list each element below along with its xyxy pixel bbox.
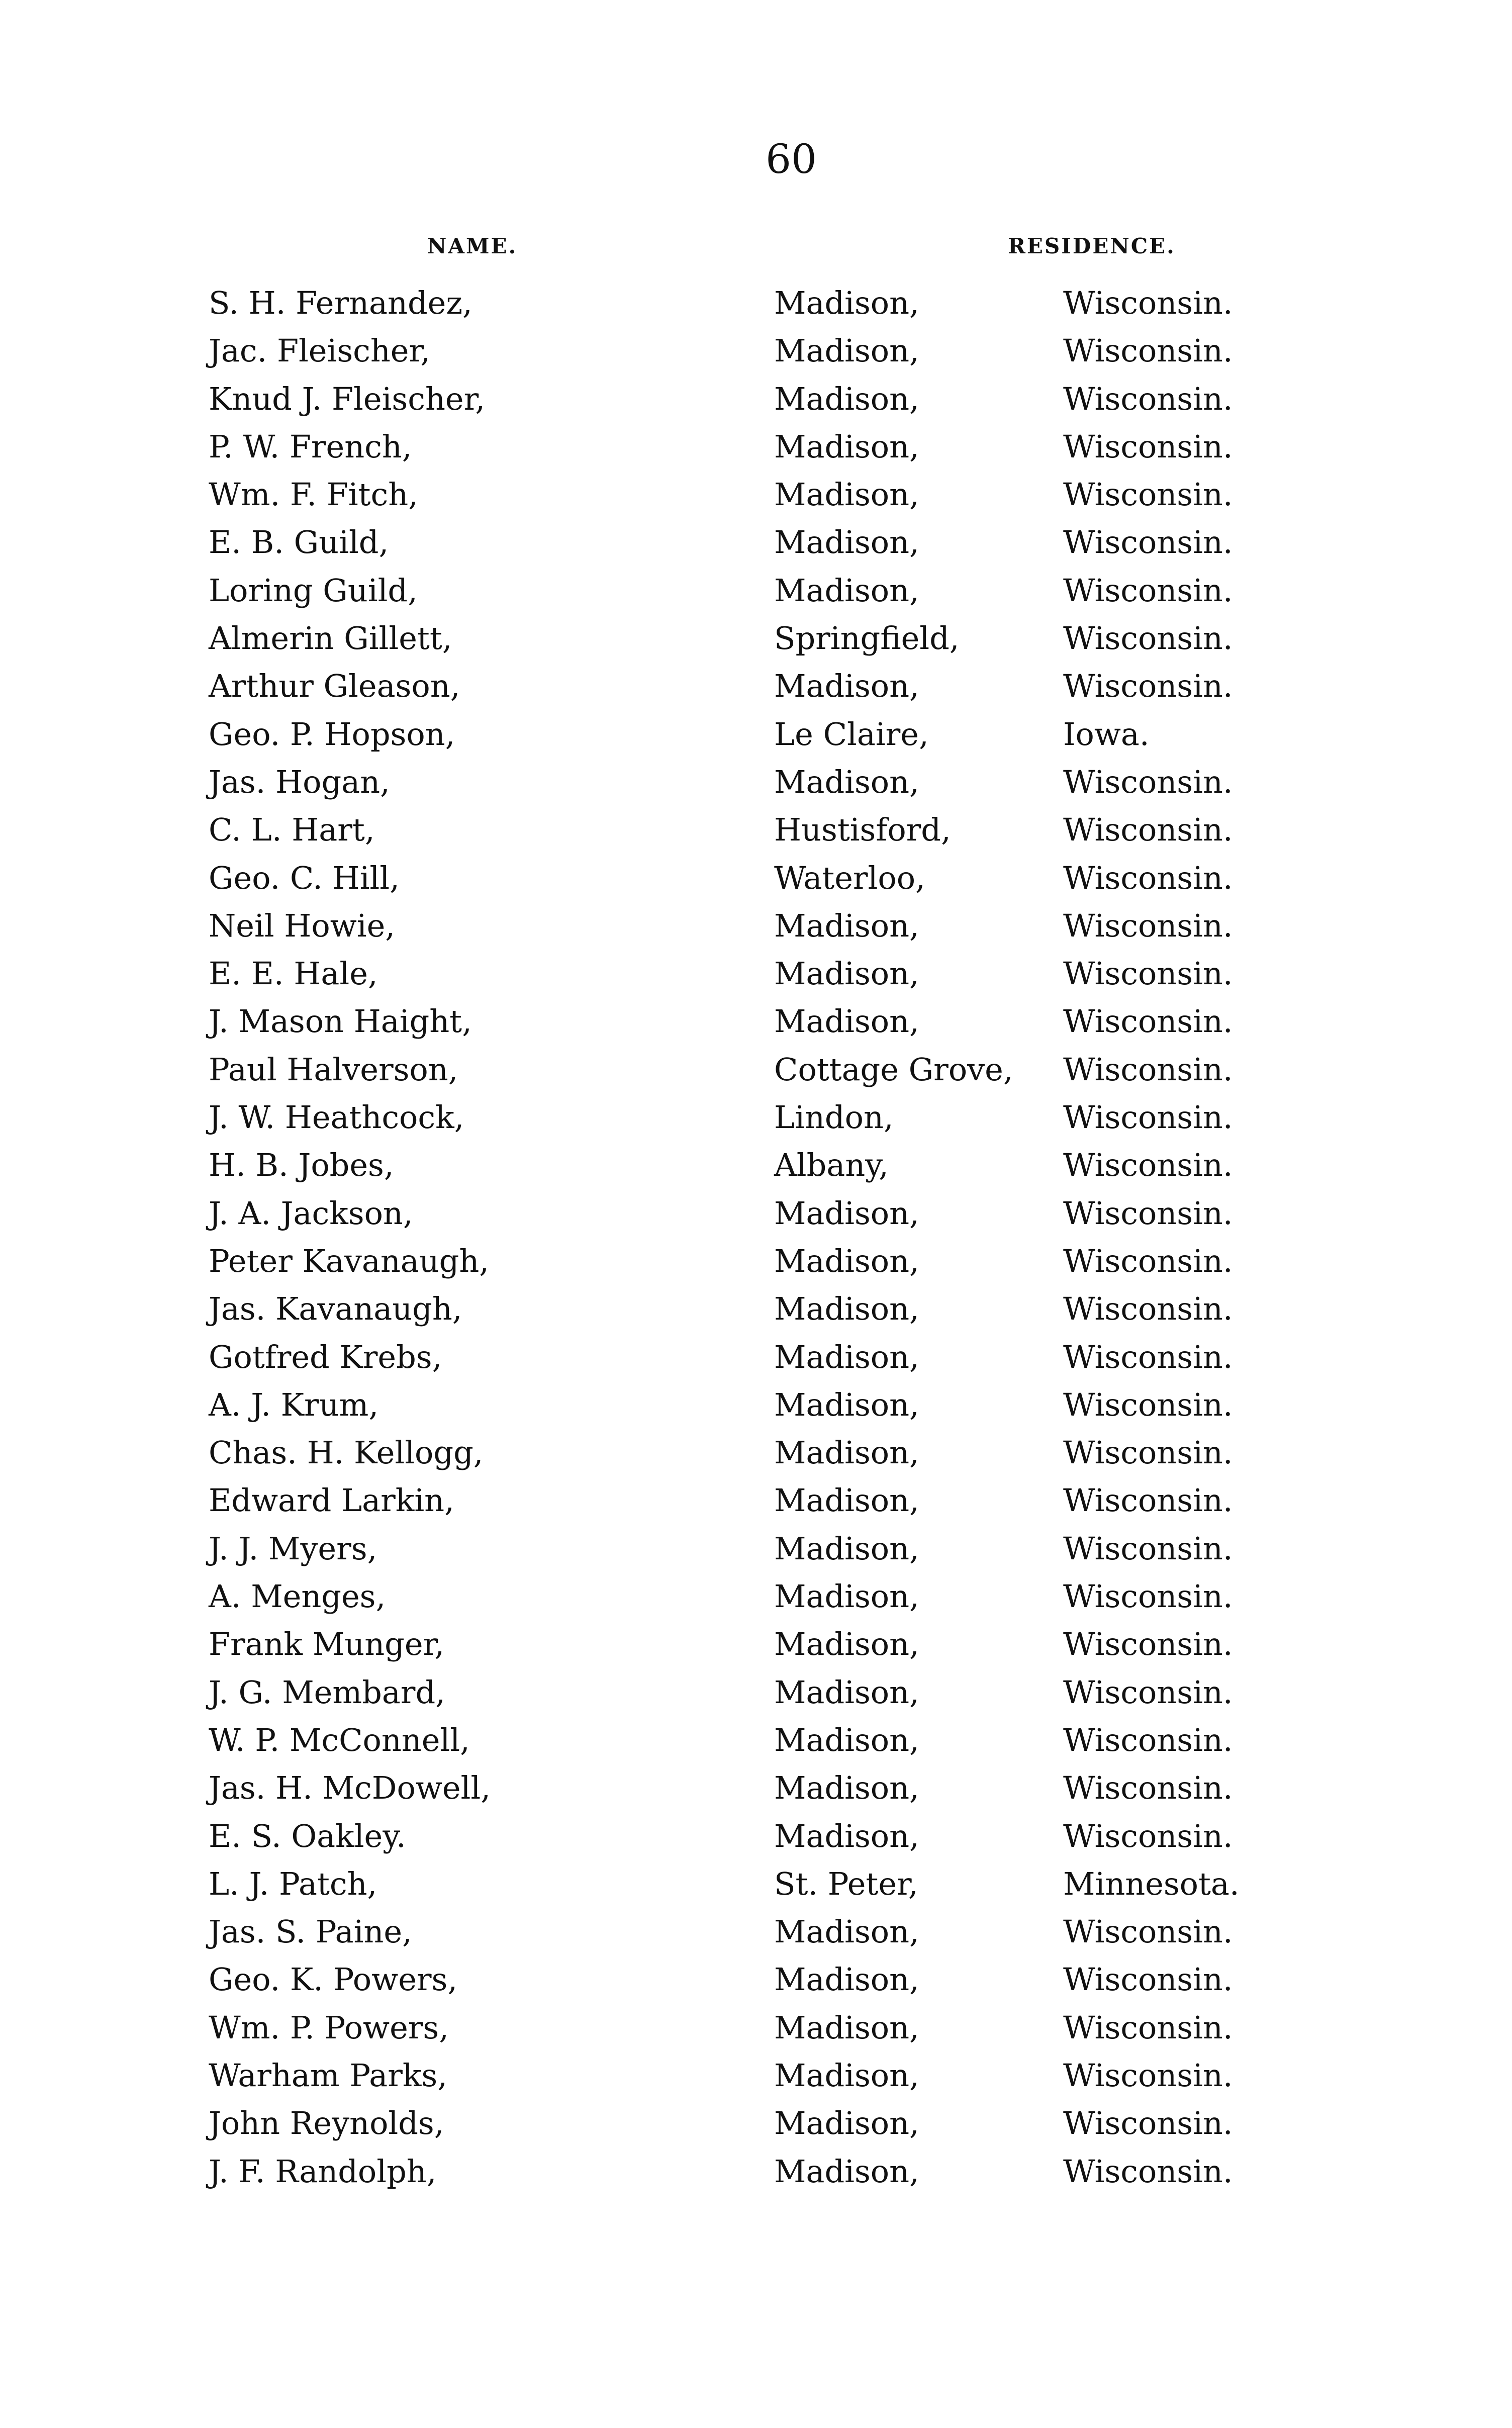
residence-state: Wisconsin. <box>1063 1673 1233 1711</box>
residence-city: Madison, <box>774 1673 919 1711</box>
list-item <box>0 1285 1512 1333</box>
list-item <box>0 2004 1512 2051</box>
person-name: Neil Howie, <box>209 907 396 944</box>
residence-state: Wisconsin. <box>1063 428 1233 465</box>
residence-state: Minnesota. <box>1063 1865 1240 1902</box>
list-item <box>0 997 1512 1045</box>
person-name: Geo. K. Powers, <box>209 1961 458 1998</box>
list-item <box>0 854 1512 902</box>
residence-city: Madison, <box>774 1194 919 1232</box>
person-name: Jas. S. Paine, <box>209 1913 412 1950</box>
residence-state: Iowa. <box>1063 715 1150 753</box>
list-item <box>0 2147 1512 2195</box>
residence-state: Wisconsin. <box>1063 2057 1233 2094</box>
residence-city: Madison, <box>774 1769 919 1807</box>
list-item <box>0 1668 1512 1716</box>
residence-state: Wisconsin. <box>1063 1051 1233 1088</box>
residence-city: Madison, <box>774 524 919 561</box>
person-name: S. H. Fernandez, <box>209 285 472 321</box>
list-item <box>0 614 1512 662</box>
residence-state: Wisconsin. <box>1063 476 1233 513</box>
person-name: E. E. Hale, <box>209 955 378 992</box>
residence-city: Madison, <box>774 668 919 705</box>
residence-city: Madison, <box>774 955 919 992</box>
list-item <box>0 1093 1512 1141</box>
list-item <box>0 2051 1512 2099</box>
list-item <box>0 567 1512 614</box>
person-name: A. Menges, <box>209 1578 386 1615</box>
residence-state: Wisconsin. <box>1063 1913 1233 1950</box>
residence-state: Wisconsin. <box>1063 285 1233 321</box>
residence-state: Wisconsin. <box>1063 907 1233 944</box>
residence-city: Madison, <box>774 1578 919 1615</box>
residence-state: Wisconsin. <box>1063 1386 1233 1423</box>
name-list <box>0 279 1512 2195</box>
residence-state: Wisconsin. <box>1063 1817 1233 1854</box>
residence-state: Wisconsin. <box>1063 1194 1233 1232</box>
column-header-residence: RESIDENCE. <box>1008 234 1176 258</box>
residence-city: Madison, <box>774 1242 919 1279</box>
residence-city: Madison, <box>774 2009 919 2046</box>
list-item <box>0 758 1512 806</box>
list-item <box>0 1333 1512 1381</box>
residence-state: Wisconsin. <box>1063 1578 1233 1615</box>
residence-city: Hustisford, <box>774 811 951 849</box>
person-name: Geo. C. Hill, <box>209 859 400 896</box>
person-name: J. A. Jackson, <box>209 1194 413 1232</box>
list-item <box>0 1955 1512 2003</box>
person-name: Paul Halverson, <box>209 1051 458 1088</box>
residence-city: Madison, <box>774 428 919 465</box>
list-item <box>0 1908 1512 1955</box>
list-item <box>0 2099 1512 2147</box>
residence-city: St. Peter, <box>774 1865 918 1902</box>
residence-state: Wisconsin. <box>1063 572 1233 609</box>
residence-city: Madison, <box>774 572 919 609</box>
residence-state: Wisconsin. <box>1063 332 1233 369</box>
list-item <box>0 1381 1512 1429</box>
person-name: P. W. French, <box>209 428 412 465</box>
residence-state: Wisconsin. <box>1063 1434 1233 1471</box>
residence-city: Madison, <box>774 2105 919 2142</box>
person-name: Warham Parks, <box>209 2057 447 2094</box>
person-name: Jas. H. McDowell, <box>209 1769 491 1807</box>
residence-state: Wisconsin. <box>1063 1147 1233 1184</box>
person-name: Gotfred Krebs, <box>209 1338 442 1375</box>
list-item <box>0 1429 1512 1476</box>
person-name: Wm. F. Fitch, <box>209 476 418 513</box>
person-name: Jac. Fleischer, <box>209 332 431 369</box>
residence-state: Wisconsin. <box>1063 524 1233 561</box>
page-number: 60 <box>766 136 817 182</box>
list-item <box>0 327 1512 375</box>
residence-state: Wisconsin. <box>1063 1003 1233 1040</box>
person-name: Edward Larkin, <box>209 1482 454 1519</box>
person-name: J. F. Randolph, <box>209 2153 437 2190</box>
person-name: J. G. Membard, <box>209 1673 445 1711</box>
residence-state: Wisconsin. <box>1063 620 1233 657</box>
list-item <box>0 950 1512 997</box>
residence-state: Wisconsin. <box>1063 811 1233 849</box>
list-item <box>0 518 1512 566</box>
person-name: H. B. Jobes, <box>209 1147 394 1184</box>
person-name: Jas. Kavanaugh, <box>209 1290 462 1328</box>
residence-state: Wisconsin. <box>1063 1626 1233 1663</box>
residence-city: Madison, <box>774 1721 919 1758</box>
person-name: Jas. Hogan, <box>209 763 390 800</box>
residence-city: Madison, <box>774 1626 919 1663</box>
residence-state: Wisconsin. <box>1063 955 1233 992</box>
residence-city: Madison, <box>774 2153 919 2190</box>
person-name: A. J. Krum, <box>209 1386 379 1423</box>
residence-state: Wisconsin. <box>1063 1290 1233 1328</box>
person-name: Arthur Gleason, <box>209 668 460 705</box>
list-item <box>0 1046 1512 1093</box>
residence-city: Madison, <box>774 1386 919 1423</box>
list-item <box>0 423 1512 471</box>
person-name: E. S. Oakley. <box>209 1817 406 1854</box>
residence-city: Lindon, <box>774 1099 894 1136</box>
residence-state: Wisconsin. <box>1063 1482 1233 1519</box>
list-item <box>0 1572 1512 1620</box>
person-name: Almerin Gillett, <box>209 620 452 657</box>
list-item <box>0 806 1512 854</box>
residence-city: Waterloo, <box>774 859 925 896</box>
list-item <box>0 1620 1512 1668</box>
list-item <box>0 1141 1512 1189</box>
list-item <box>0 1237 1512 1285</box>
person-name: Frank Munger, <box>209 1626 445 1663</box>
residence-state: Wisconsin. <box>1063 2009 1233 2046</box>
person-name: J. J. Myers, <box>209 1530 377 1567</box>
person-name: J. Mason Haight, <box>209 1003 472 1040</box>
list-item <box>0 1764 1512 1812</box>
residence-state: Wisconsin. <box>1063 1721 1233 1758</box>
residence-city: Madison, <box>774 1003 919 1040</box>
residence-city: Madison, <box>774 476 919 513</box>
residence-city: Madison, <box>774 1913 919 1950</box>
person-name: Chas. H. Kellogg, <box>209 1434 484 1471</box>
list-item <box>0 662 1512 710</box>
list-item <box>0 1476 1512 1524</box>
person-name: Wm. P. Powers, <box>209 2009 449 2046</box>
list-item <box>0 1812 1512 1860</box>
residence-city: Springfield, <box>774 620 960 657</box>
residence-state: Wisconsin. <box>1063 2105 1233 2142</box>
person-name: John Reynolds, <box>209 2105 444 2142</box>
list-item <box>0 471 1512 518</box>
residence-state: Wisconsin. <box>1063 2153 1233 2190</box>
residence-state: Wisconsin. <box>1063 859 1233 896</box>
residence-state: Wisconsin. <box>1063 763 1233 800</box>
person-name: J. W. Heathcock, <box>209 1099 464 1136</box>
residence-state: Wisconsin. <box>1063 380 1233 417</box>
residence-city: Madison, <box>774 332 919 369</box>
residence-city: Madison, <box>774 1817 919 1854</box>
column-header-name: NAME. <box>427 234 518 258</box>
residence-city: Madison, <box>774 380 919 417</box>
residence-city: Madison, <box>774 1434 919 1471</box>
residence-city: Le Claire, <box>774 715 929 753</box>
residence-city: Madison, <box>774 907 919 944</box>
residence-city: Cottage Grove, <box>774 1051 1013 1088</box>
residence-city: Madison, <box>774 1530 919 1567</box>
residence-state: Wisconsin. <box>1063 1338 1233 1375</box>
residence-state: Wisconsin. <box>1063 1242 1233 1279</box>
residence-state: Wisconsin. <box>1063 1769 1233 1807</box>
person-name: W. P. McConnell, <box>209 1721 470 1758</box>
list-item <box>0 1525 1512 1572</box>
person-name: C. L. Hart, <box>209 811 375 849</box>
residence-city: Madison, <box>774 1338 919 1375</box>
list-item <box>0 1860 1512 1908</box>
person-name: Peter Kavanaugh, <box>209 1242 489 1279</box>
residence-state: Wisconsin. <box>1063 1099 1233 1136</box>
residence-city: Madison, <box>774 1290 919 1328</box>
person-name: Knud J. Fleischer, <box>209 380 486 417</box>
residence-state: Wisconsin. <box>1063 668 1233 705</box>
residence-city: Madison, <box>774 763 919 800</box>
list-item <box>0 710 1512 758</box>
residence-city: Madison, <box>774 2057 919 2094</box>
residence-city: Madison, <box>774 1482 919 1519</box>
list-item <box>0 902 1512 950</box>
residence-city: Madison, <box>774 285 919 321</box>
list-item <box>0 375 1512 423</box>
residence-state: Wisconsin. <box>1063 1530 1233 1567</box>
person-name: Loring Guild, <box>209 572 418 609</box>
person-name: Geo. P. Hopson, <box>209 715 455 753</box>
list-item <box>0 279 1512 327</box>
person-name: E. B. Guild, <box>209 524 389 561</box>
list-item <box>0 1189 1512 1237</box>
residence-state: Wisconsin. <box>1063 1961 1233 1998</box>
residence-city: Albany, <box>774 1147 889 1184</box>
residence-city: Madison, <box>774 1961 919 1998</box>
person-name: L. J. Patch, <box>209 1865 377 1902</box>
list-item <box>0 1716 1512 1764</box>
